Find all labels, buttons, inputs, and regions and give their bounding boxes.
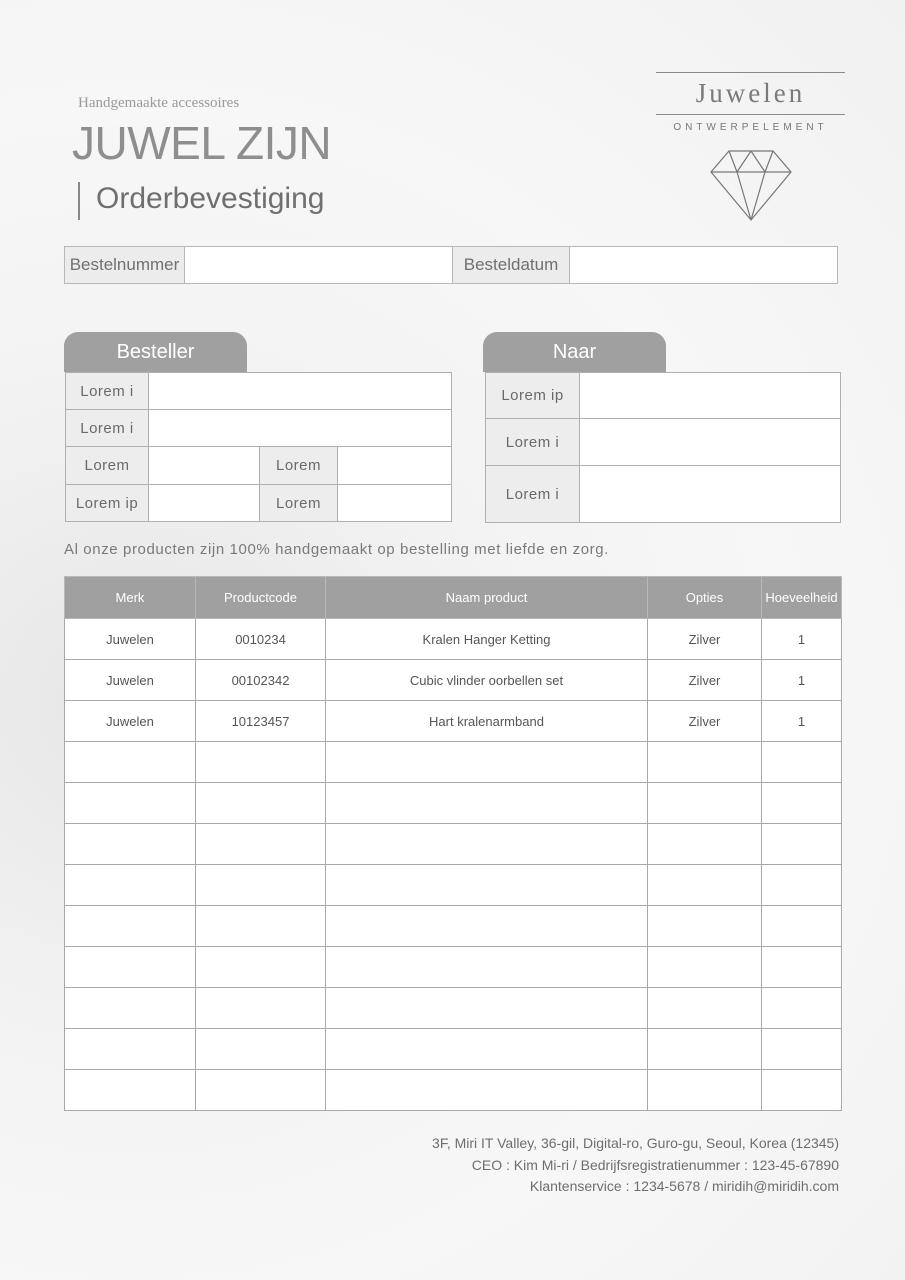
company-title: JUWEL ZIJN bbox=[72, 117, 332, 169]
cell-code[interactable]: 10123457 bbox=[196, 701, 326, 742]
cell-qty[interactable] bbox=[762, 742, 842, 783]
cell-brand[interactable]: Juwelen bbox=[65, 701, 196, 742]
table-row bbox=[65, 1070, 842, 1111]
column-header-code: Productcode bbox=[196, 577, 326, 619]
cell-code[interactable]: 0010234 bbox=[196, 619, 326, 660]
brand-name: Juwelen bbox=[695, 78, 806, 108]
cell-option[interactable] bbox=[648, 1029, 762, 1070]
cell-brand[interactable]: Juwelen bbox=[65, 660, 196, 701]
cell-option[interactable] bbox=[648, 988, 762, 1029]
cell-option[interactable] bbox=[648, 824, 762, 865]
cell-qty[interactable] bbox=[762, 1029, 842, 1070]
cell-qty[interactable] bbox=[762, 906, 842, 947]
cell-option[interactable] bbox=[648, 783, 762, 824]
order-date-field[interactable] bbox=[570, 247, 837, 283]
cell-name[interactable]: Kralen Hanger Ketting bbox=[326, 619, 648, 660]
cell-name[interactable] bbox=[326, 947, 648, 988]
table-row bbox=[65, 1029, 842, 1070]
column-header-quantity: Hoeveelheid bbox=[762, 577, 842, 619]
cell-qty[interactable] bbox=[762, 947, 842, 988]
cell-brand[interactable] bbox=[65, 742, 196, 783]
orderer-label: Lorem i bbox=[66, 410, 149, 447]
cell-code[interactable] bbox=[196, 742, 326, 783]
table-row bbox=[65, 865, 842, 906]
table-row bbox=[65, 742, 842, 783]
cell-qty[interactable] bbox=[762, 783, 842, 824]
table-row bbox=[65, 660, 842, 701]
orderer-label: Lorem i bbox=[66, 373, 149, 410]
cell-brand[interactable]: Juwelen bbox=[65, 619, 196, 660]
cell-brand[interactable] bbox=[65, 1070, 196, 1111]
orderer-field[interactable] bbox=[338, 447, 452, 485]
document-title: Orderbevestiging bbox=[96, 182, 325, 215]
table-row bbox=[65, 783, 842, 824]
order-number-field[interactable] bbox=[185, 247, 453, 283]
cell-qty[interactable] bbox=[762, 988, 842, 1029]
cell-brand[interactable] bbox=[65, 947, 196, 988]
orderer-field[interactable] bbox=[149, 373, 452, 410]
cell-name[interactable] bbox=[326, 824, 648, 865]
cell-brand[interactable] bbox=[65, 1029, 196, 1070]
recipient-label: Lorem i bbox=[486, 419, 580, 466]
cell-brand[interactable] bbox=[65, 783, 196, 824]
brand-bottom-rule bbox=[656, 114, 845, 115]
handmade-note: Al onze producten zijn 100% handgemaakt op bestelling met liefde en zorg. bbox=[64, 541, 609, 558]
footer-address: 3F, Miri IT Valley, 36-gil, Digital-ro, Guro-gu, Seoul, Korea (12345) bbox=[432, 1135, 839, 1151]
orderer-label: Lorem bbox=[66, 447, 149, 485]
cell-qty[interactable]: 1 bbox=[762, 660, 842, 701]
diamond-icon bbox=[709, 150, 793, 227]
cell-qty[interactable]: 1 bbox=[762, 619, 842, 660]
cell-option[interactable] bbox=[648, 947, 762, 988]
cell-name[interactable] bbox=[326, 1029, 648, 1070]
cell-brand[interactable] bbox=[65, 865, 196, 906]
cell-name[interactable]: Cubic vlinder oorbellen set bbox=[326, 660, 648, 701]
cell-option[interactable] bbox=[648, 742, 762, 783]
cell-code[interactable] bbox=[196, 1070, 326, 1111]
cell-name[interactable] bbox=[326, 742, 648, 783]
cell-code[interactable] bbox=[196, 906, 326, 947]
table-row bbox=[65, 988, 842, 1029]
cell-name[interactable] bbox=[326, 783, 648, 824]
recipient-label: Lorem i bbox=[486, 466, 580, 523]
cell-option[interactable]: Zilver bbox=[648, 660, 762, 701]
orderer-label: Lorem bbox=[260, 447, 338, 485]
cell-code[interactable] bbox=[196, 783, 326, 824]
column-header-options: Opties bbox=[648, 577, 762, 619]
order-date-label: Besteldatum bbox=[453, 247, 570, 283]
cell-name[interactable] bbox=[326, 988, 648, 1029]
cell-code[interactable] bbox=[196, 824, 326, 865]
table-row bbox=[65, 906, 842, 947]
cell-qty[interactable]: 1 bbox=[762, 701, 842, 742]
cell-qty[interactable] bbox=[762, 1070, 842, 1111]
cell-name[interactable] bbox=[326, 906, 648, 947]
title-divider bbox=[78, 182, 80, 220]
items-header-row bbox=[65, 577, 842, 619]
cell-brand[interactable] bbox=[65, 988, 196, 1029]
cell-option[interactable]: Zilver bbox=[648, 701, 762, 742]
cell-brand[interactable] bbox=[65, 906, 196, 947]
column-header-brand: Merk bbox=[65, 577, 196, 619]
cell-code[interactable]: 00102342 bbox=[196, 660, 326, 701]
table-row bbox=[65, 701, 842, 742]
cell-code[interactable] bbox=[196, 947, 326, 988]
footer-customer-service: Klantenservice : 1234-5678 / miridih@miridih.com bbox=[529, 1178, 839, 1194]
table-row bbox=[65, 824, 842, 865]
orderer-label: Lorem bbox=[260, 485, 338, 522]
orderer-label: Lorem ip bbox=[66, 485, 149, 522]
cell-code[interactable] bbox=[196, 1029, 326, 1070]
cell-brand[interactable] bbox=[65, 824, 196, 865]
recipient-field[interactable] bbox=[580, 419, 841, 466]
recipient-field[interactable] bbox=[580, 466, 841, 523]
cell-qty[interactable] bbox=[762, 865, 842, 906]
orderer-tab-label: Besteller bbox=[116, 340, 195, 363]
order-number-label: Bestelnummer bbox=[65, 247, 185, 283]
table-row bbox=[65, 947, 842, 988]
brand-top-rule bbox=[656, 72, 845, 73]
cell-option[interactable] bbox=[648, 1070, 762, 1111]
subtitle: Handgemaakte accessoires bbox=[78, 95, 240, 111]
table-row bbox=[65, 619, 842, 660]
company-footer bbox=[432, 1133, 839, 1198]
orderer-field[interactable] bbox=[149, 485, 260, 522]
items-table bbox=[64, 576, 842, 1111]
orderer-field[interactable] bbox=[149, 447, 260, 485]
orderer-tab bbox=[64, 332, 247, 372]
cell-code[interactable] bbox=[196, 988, 326, 1029]
recipient-label: Lorem ip bbox=[486, 373, 580, 419]
cell-name[interactable] bbox=[326, 1070, 648, 1111]
orderer-field[interactable] bbox=[149, 410, 452, 447]
recipient-tab-label: Naar bbox=[552, 340, 597, 363]
recipient-field[interactable] bbox=[580, 373, 841, 419]
column-header-name: Naam product bbox=[326, 577, 648, 619]
footer-ceo-registration: CEO : Kim Mi-ri / Bedrijfsregistratienummer : 123-45-67890 bbox=[471, 1156, 839, 1173]
cell-name[interactable] bbox=[326, 865, 648, 906]
orderer-form bbox=[65, 372, 452, 522]
cell-option[interactable] bbox=[648, 906, 762, 947]
recipient-form bbox=[485, 372, 841, 523]
order-info-row bbox=[64, 246, 838, 284]
cell-name[interactable]: Hart kralenarmband bbox=[326, 701, 648, 742]
cell-option[interactable] bbox=[648, 865, 762, 906]
cell-qty[interactable] bbox=[762, 824, 842, 865]
cell-code[interactable] bbox=[196, 865, 326, 906]
cell-option[interactable]: Zilver bbox=[648, 619, 762, 660]
recipient-tab bbox=[483, 332, 666, 372]
orderer-field[interactable] bbox=[338, 485, 452, 522]
brand-tagline: ONTWERPELEMENT bbox=[673, 122, 828, 133]
